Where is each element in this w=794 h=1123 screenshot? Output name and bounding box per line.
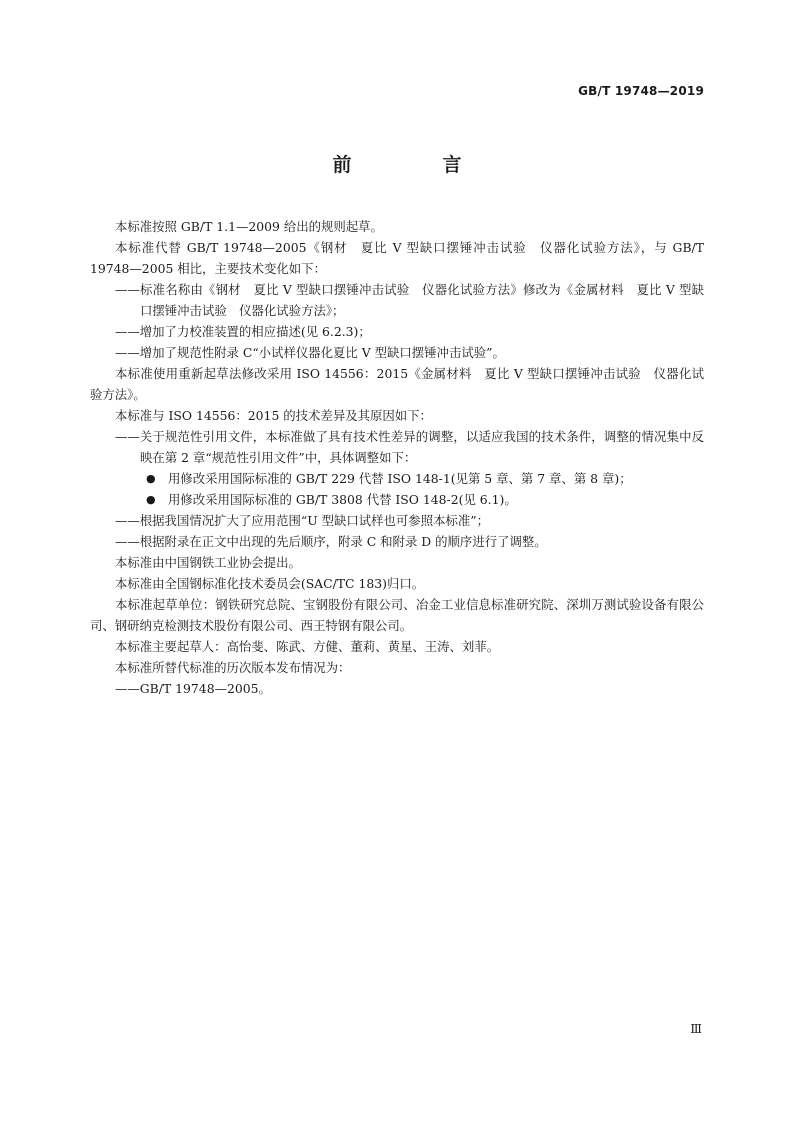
bullet-item — [90, 489, 704, 510]
paragraph: 本标准所替代标准的历次版本发布情况为： — [115, 660, 351, 675]
bullet-text: 用修改采用国际标准的 GB/T 3808 代替 ISO 148-2(见 6.1)。 — [168, 492, 517, 507]
dash-item: ——根据我国情况扩大了应用范围“U 型缺口试样也可参照本标准”； — [115, 513, 489, 528]
bullet-item — [90, 468, 704, 489]
foreword-body — [90, 216, 704, 699]
page-number: Ⅲ — [690, 1022, 702, 1036]
paragraph: 本标准由中国钢铁工业协会提出。 — [115, 555, 301, 570]
dash-item: ——标准名称由《钢材 夏比 V 型缺口摆锤冲击试验 仪器化试验方法》修改为《金属材料 夏比 V 型缺口摆锤冲击试验 仪器化试验方法》； — [115, 282, 704, 318]
paragraph: 本标准由全国钢标准化技术委员会(SAC/TC 183)归口。 — [115, 576, 425, 591]
dash-item: ——根据附录在正文中出现的先后顺序，附录 C 和附录 D 的顺序进行了调整。 — [115, 534, 547, 549]
paragraph: 本标准主要起草人：高怡斐、陈武、方健、董莉、黄星、王涛、刘菲。 — [115, 639, 500, 654]
bullet-dot-icon: ● — [146, 472, 156, 485]
page-title: 前 言 — [332, 154, 498, 176]
bullet-text: 用修改采用国际标准的 GB/T 229 代替 ISO 148-1(见第 5 章、第 7 章、第 8 章)； — [168, 471, 632, 486]
bullet-dot-icon: ● — [146, 493, 156, 506]
paragraph: 本标准使用重新起草法修改采用 ISO 14556：2015《金属材料 夏比 V 型缺口摆锤冲击试验 仪器化试验方法》。 — [90, 366, 704, 402]
dash-item: ——增加了规范性附录 C“小试样仪器化夏比 V 型缺口摆锤冲击试验”。 — [115, 345, 505, 360]
standard-code: GB/T 19748—2019 — [578, 84, 704, 98]
paragraph: 本标准按照 GB/T 1.1—2009 给出的规则起草。 — [115, 219, 383, 234]
paragraph: 本标准起草单位：钢铁研究总院、宝钢股份有限公司、冶金工业信息标准研究院、深圳万测试验设备有限公司、钢研纳克检测技术股份有限公司、西王特钢有限公司。 — [90, 597, 704, 633]
dash-item: ——增加了力校准装置的相应描述(见 6.2.3)； — [115, 324, 371, 339]
paragraph: 本标准与 ISO 14556：2015 的技术差异及其原因如下： — [115, 408, 432, 423]
paragraph: 本标准代替 GB/T 19748—2005《钢材 夏比 V 型缺口摆锤冲击试验 仪器化试验方法》，与 GB/T 19748—2005 相比，主要技术变化如下： — [90, 240, 704, 276]
dash-item: ——关于规范性引用文件，本标准做了具有技术性差异的调整，以适应我国的技术条件，调整的情况集中反映在第 2 章“规范性引用文件”中，具体调整如下： — [115, 429, 704, 465]
dash-item: ——GB/T 19748—2005。 — [115, 681, 271, 696]
